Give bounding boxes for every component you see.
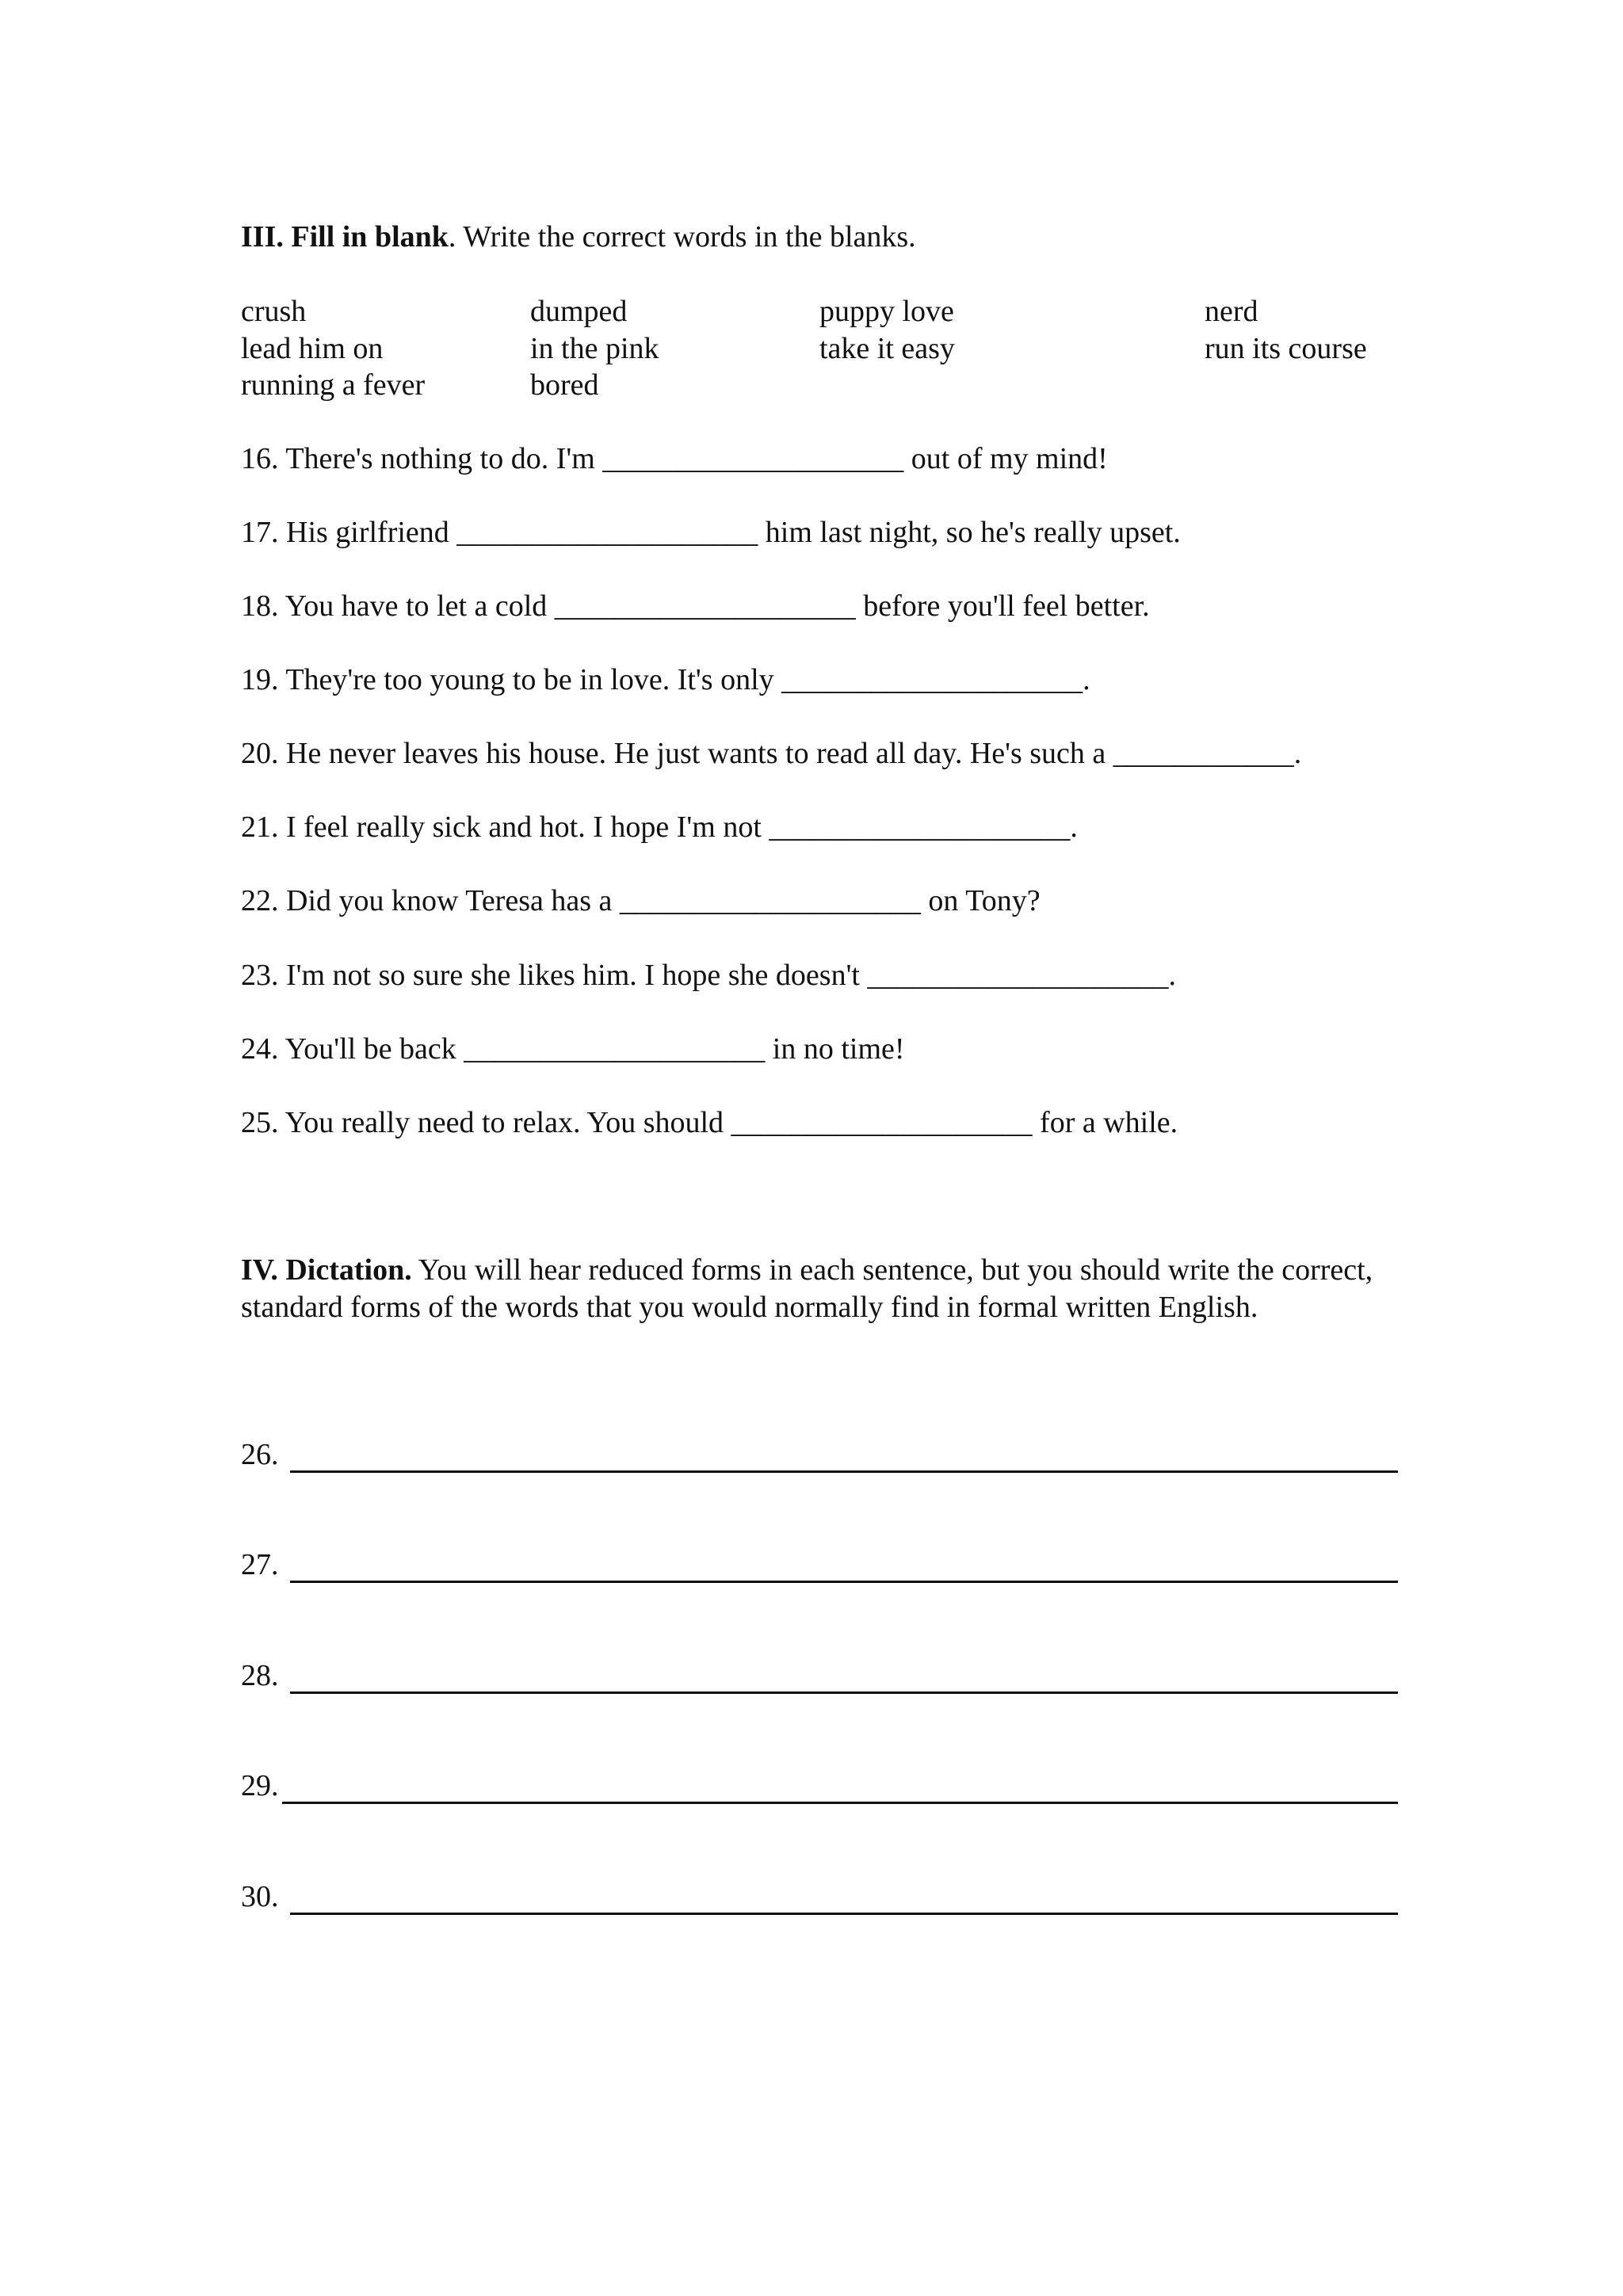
dictation-number: 27. — [241, 1548, 279, 1581]
dictation-number: 29. — [241, 1769, 279, 1802]
section-4-instruction: You will hear reduced forms in each sentence, but you should write the correct, standard forms of the words that you would normally find in formal written English. — [241, 1253, 1373, 1324]
answer-line — [290, 1691, 1398, 1694]
dictation-item-28 — [241, 1657, 1398, 1697]
word-bank-item: in the pink — [530, 332, 659, 365]
word-bank-item: puppy love — [819, 295, 954, 328]
word-bank-item: bored — [530, 368, 599, 402]
question-19: 19. They're too young to be in love. It's only ____________________. — [241, 663, 1090, 696]
word-bank-item: take it easy — [819, 332, 955, 365]
dictation-item-30 — [241, 1878, 1398, 1918]
question-23: 23. I'm not so sure she likes him. I hope she doesn't ____________________. — [241, 959, 1176, 992]
word-bank-item: crush — [241, 295, 307, 328]
answer-line — [290, 1581, 1398, 1583]
dictation-number: 28. — [241, 1659, 279, 1692]
question-22: 22. Did you know Teresa has a ____________________ on Tony? — [241, 884, 1041, 917]
question-25: 25. You really need to relax. You should ____________________ for a while. — [241, 1106, 1178, 1139]
question-24: 24. You'll be back ____________________ in no time! — [241, 1032, 905, 1066]
word-bank-item: dumped — [530, 295, 628, 328]
word-bank-item: run its course — [1205, 332, 1367, 365]
dictation-number: 30. — [241, 1880, 279, 1913]
dictation-number: 26. — [241, 1438, 279, 1471]
question-20: 20. He never leaves his house. He just wants to read all day. He's such a ____________. — [241, 737, 1302, 770]
question-17: 17. His girlfriend ____________________ him last night, so he's really upset. — [241, 516, 1181, 549]
section-4-heading — [241, 1252, 1398, 1326]
answer-line — [290, 1470, 1398, 1473]
word-bank-item: running a fever — [241, 368, 426, 402]
question-18: 18. You have to let a cold ____________________ before you'll feel better. — [241, 589, 1150, 623]
answer-line — [290, 1913, 1398, 1915]
word-bank-item: lead him on — [241, 332, 384, 365]
question-16: 16. There's nothing to do. I'm ____________________ out of my mind! — [241, 442, 1108, 475]
dictation-item-29 — [241, 1768, 1398, 1807]
dictation-item-27 — [241, 1547, 1398, 1586]
answer-line — [282, 1802, 1398, 1804]
section-3-instruction: . Write the correct words in the blanks. — [448, 220, 916, 254]
question-21: 21. I feel really sick and hot. I hope I'm not ____________________. — [241, 810, 1078, 844]
dictation-item-26 — [241, 1436, 1398, 1476]
section-3-heading — [241, 219, 916, 255]
section-3-title: III. Fill in blank — [241, 220, 449, 254]
section-4-title: IV. Dictation. — [241, 1253, 412, 1287]
word-bank-item: nerd — [1205, 295, 1258, 328]
